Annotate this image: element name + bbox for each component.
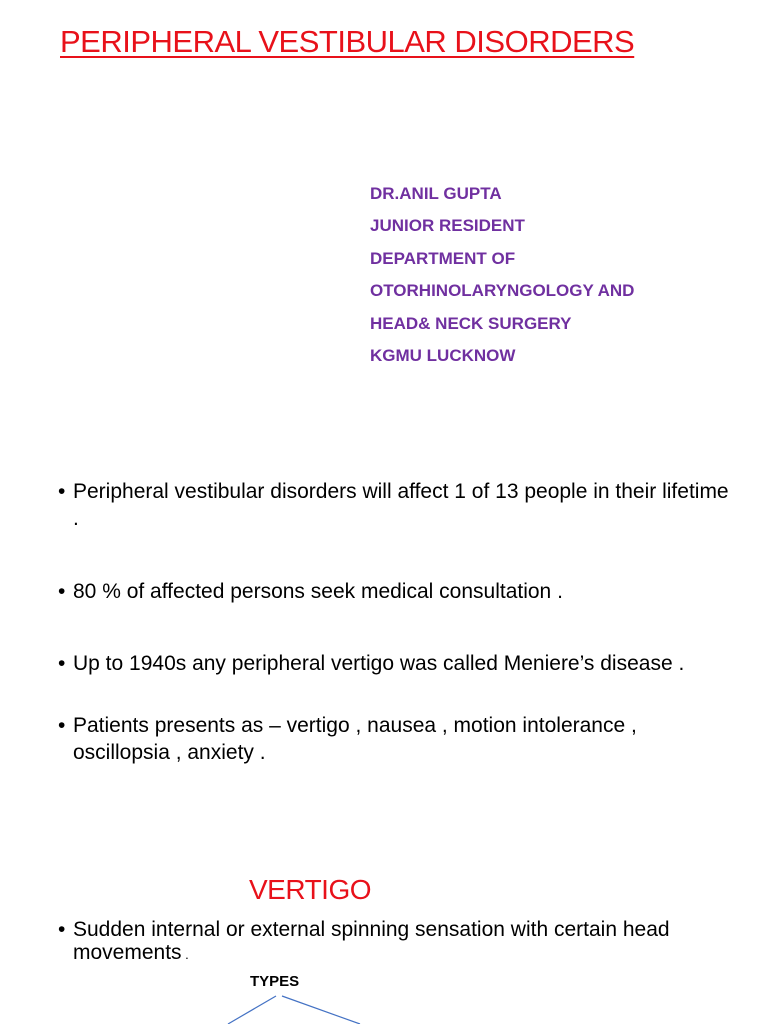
author-specialty-cont: HEAD& NECK SURGERY xyxy=(370,313,572,333)
bullet-icon: • xyxy=(58,918,66,941)
slide-title: PERIPHERAL VESTIBULAR DISORDERS xyxy=(60,24,635,59)
bullet-icon: • xyxy=(58,480,66,503)
definition-end: . xyxy=(181,947,189,962)
list-item-text: Patients presents as – vertigo , nausea , motion intolerance , oscillopsia , anxiety . xyxy=(73,714,637,764)
author-specialty: OTORHINOLARYNGOLOGY AND xyxy=(370,281,635,301)
author-position: JUNIOR RESIDENT xyxy=(370,216,525,236)
author-name: DR.ANIL GUPTA xyxy=(370,184,502,203)
list-item xyxy=(58,650,738,677)
author-block xyxy=(370,178,750,372)
vertigo-heading: VERTIGO xyxy=(249,874,372,905)
list-item xyxy=(58,578,738,605)
vertigo-definition xyxy=(58,918,763,966)
list-item-text: Peripheral vestibular disorders will affect 1 of 13 people in their lifetime . xyxy=(73,480,729,530)
author-department: DEPARTMENT OF xyxy=(370,248,516,268)
tree-branch-left xyxy=(228,996,276,1024)
definition-text: Sudden internal or external spinning sensation with certain head movements xyxy=(73,918,670,964)
list-item xyxy=(58,478,738,532)
bullet-icon: • xyxy=(58,580,66,603)
bullet-icon: • xyxy=(58,652,66,675)
list-item-text: Up to 1940s any peripheral vertigo was called Meniere’s disease . xyxy=(73,652,685,675)
types-label: TYPES xyxy=(250,973,300,990)
tree-branch-right xyxy=(282,996,360,1024)
list-item xyxy=(58,712,738,766)
bullet-icon: • xyxy=(58,714,66,737)
list-item-text: 80 % of affected persons seek medical consultation . xyxy=(73,580,563,603)
author-institution: KGMU LUCKNOW xyxy=(370,346,516,366)
